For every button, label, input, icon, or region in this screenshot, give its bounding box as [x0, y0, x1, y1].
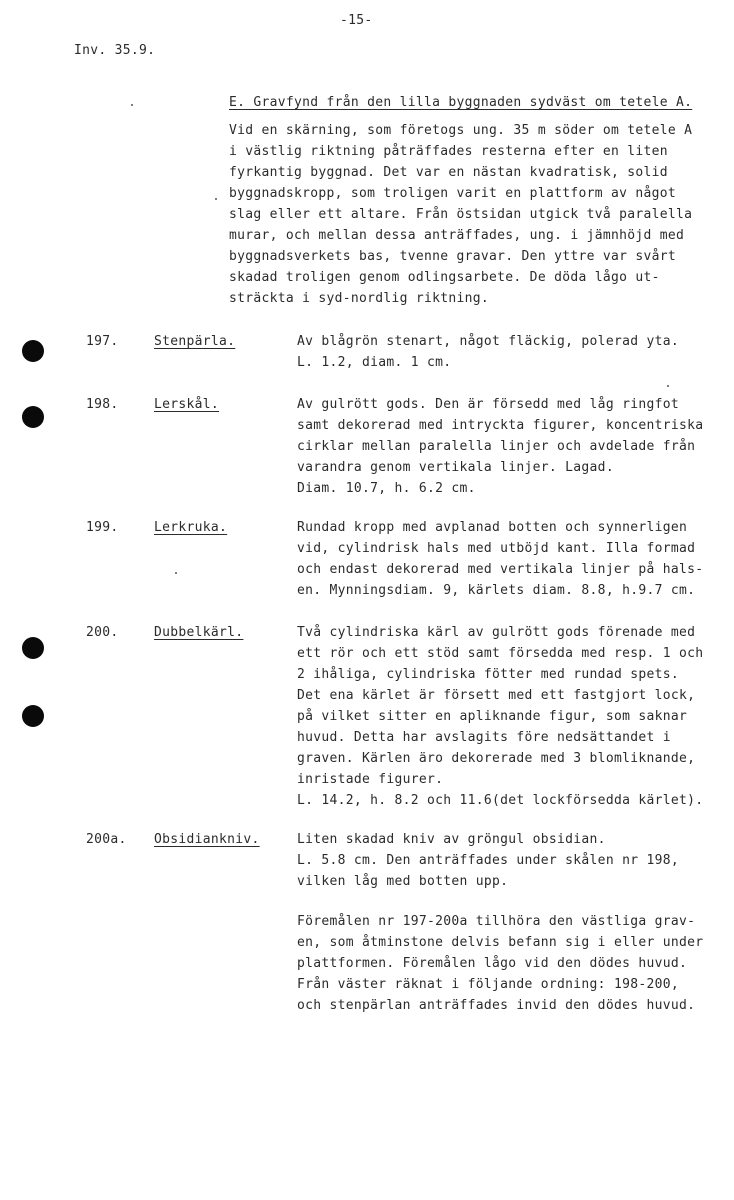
entry-line: L. 1.2, diam. 1 cm.: [297, 355, 452, 370]
entry-number: 199.: [86, 520, 119, 535]
entry-line: 2 ihåliga, cylindriska fötter med rundad spets.: [297, 667, 679, 682]
entry-description: [297, 517, 703, 601]
page-number: -15-: [340, 13, 373, 28]
closing-line: Föremålen nr 197-200a tillhöra den västliga grav-: [297, 914, 696, 929]
entry-line: L. 14.2, h. 8.2 och 11.6(det lockförsedda kärlet).: [297, 793, 704, 808]
entry-number: 197.: [86, 334, 119, 349]
intro-line: byggnadsverkets bas, tvenne gravar. Den yttre var svårt: [229, 249, 676, 264]
entry-description: [297, 331, 679, 373]
punch-hole: [22, 705, 44, 727]
entry-line: Av gulrött gods. Den är försedd med låg ringfot: [297, 397, 679, 412]
section-heading: E. Gravfynd från den lilla byggnaden sydväst om tetele A.: [229, 95, 693, 110]
entry-name: Stenpärla.: [154, 334, 236, 349]
entry-number: 200a.: [86, 832, 127, 847]
intro-line: sträckta i syd-nordlig riktning.: [229, 291, 490, 306]
intro-line: fyrkantig byggnad. Det var en nästan kvadratisk, solid: [229, 165, 668, 180]
intro-line: murar, och mellan dessa anträffades, ung. i jämnhöjd med: [229, 228, 685, 243]
entry-description: [297, 394, 703, 499]
closing-line: plattformen. Föremålen lågo vid den dödes huvud.: [297, 956, 688, 971]
entry-description: [297, 829, 679, 892]
intro-line: byggnadskropp, som troligen varit en plattform av något: [229, 186, 676, 201]
closing-line: en, som åtminstone delvis befann sig i eller under: [297, 935, 704, 950]
speck: [131, 104, 133, 106]
entry-name: Lerskål.: [154, 397, 220, 412]
entry-line: vid, cylindrisk hals med utböjd kant. Illa formad: [297, 541, 696, 556]
entry-name: Dubbelkärl.: [154, 625, 244, 640]
entry-line: samt dekorerad med intryckta figurer, koncentriska: [297, 418, 704, 433]
entry-line: Av blågrön stenart, något fläckig, polerad yta.: [297, 334, 679, 349]
closing-paragraph: [297, 911, 703, 1016]
speck: [175, 572, 177, 574]
entry-line: graven. Kärlen äro dekorerade med 3 blomliknande,: [297, 751, 696, 766]
speck: [667, 385, 669, 387]
entry-line: cirklar mellan paralella linjer och avdelade från: [297, 439, 696, 454]
intro-paragraph: [229, 120, 692, 309]
inventory-number: Inv. 35.9.: [74, 43, 156, 58]
entry-line: ett rör och ett stöd samt försedda med resp. 1 och: [297, 646, 704, 661]
entry-number: 200.: [86, 625, 119, 640]
entry-line: huvud. Detta har avslagits före nedsättandet i: [297, 730, 671, 745]
speck: [215, 198, 217, 200]
punch-hole: [22, 340, 44, 362]
entry-name: Lerkruka.: [154, 520, 228, 535]
entry-line: varandra genom vertikala linjer. Lagad.: [297, 460, 614, 475]
entry-line: Liten skadad kniv av gröngul obsidian.: [297, 832, 606, 847]
entry-line: och endast dekorerad med vertikala linjer på hals-: [297, 562, 704, 577]
punch-hole: [22, 406, 44, 428]
intro-line: slag eller ett altare. Från östsidan utgick två paralella: [229, 207, 693, 222]
intro-line: skadad troligen genom odlingsarbete. De döda lågo ut-: [229, 270, 660, 285]
entry-line: L. 5.8 cm. Den anträffades under skålen nr 198,: [297, 853, 679, 868]
entry-line: inristade figurer.: [297, 772, 444, 787]
entry-line: Det ena kärlet är försett med ett fastgjort lock,: [297, 688, 696, 703]
punch-hole: [22, 637, 44, 659]
closing-line: och stenpärlan anträffades invid den dödes huvud.: [297, 998, 696, 1013]
entry-description: [297, 622, 703, 811]
entry-name: Obsidiankniv.: [154, 832, 260, 847]
intro-line: i västlig riktning påträffades resterna efter en liten: [229, 144, 668, 159]
entry-line: Diam. 10.7, h. 6.2 cm.: [297, 481, 476, 496]
entry-line: Två cylindriska kärl av gulrött gods förenade med: [297, 625, 696, 640]
closing-line: Från väster räknat i följande ordning: 198-200,: [297, 977, 679, 992]
intro-line: Vid en skärning, som företogs ung. 35 m söder om tetele A: [229, 123, 693, 138]
entry-line: en. Mynningsdiam. 9, kärlets diam. 8.8, h.9.7 cm.: [297, 583, 696, 598]
entry-line: vilken låg med botten upp.: [297, 874, 509, 889]
entry-line: Rundad kropp med avplanad botten och synnerligen: [297, 520, 688, 535]
entry-number: 198.: [86, 397, 119, 412]
entry-line: på vilket sitter en apliknande figur, som saknar: [297, 709, 688, 724]
